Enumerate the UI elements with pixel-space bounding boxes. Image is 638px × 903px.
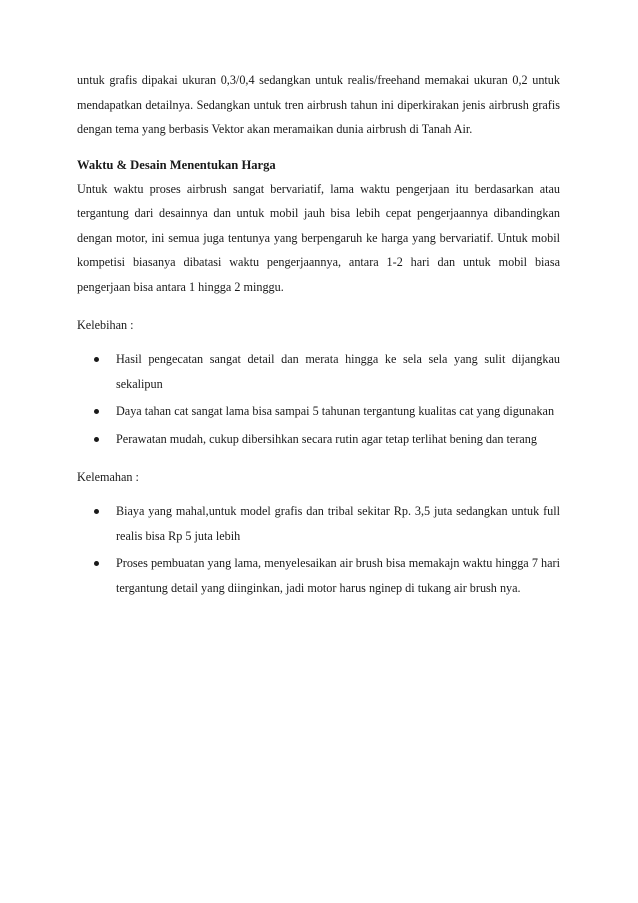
bullet-icon <box>94 409 99 414</box>
intro-paragraph: untuk grafis dipakai ukuran 0,3/0,4 sedangkan untuk realis/freehand memakai ukuran 0,2 untuk mendapatkan detailnya. Sedangkan untuk tren airbrush tahun ini diperkirakan jenis airbrush grafis dengan tema yang berbasis Vektor akan meramaikan dunia airbrush di Tanah Air. <box>77 73 560 136</box>
kelemahan-item <box>77 499 560 548</box>
kelemahan-item-text: Proses pembuatan yang lama, menyelesaikan air brush bisa memakajn waktu hingga 7 hari tergantung detail yang diinginkan, jadi motor harus nginep di tukang air brush nya. <box>116 556 560 595</box>
document-page <box>77 68 560 603</box>
bullet-icon <box>94 437 99 442</box>
kelebihan-list <box>77 347 560 451</box>
waktu-paragraph: Untuk waktu proses airbrush sangat bervariatif, lama waktu pengerjaan itu berdasarkan atau tergantung dari desainnya dan untuk mobil jauh bisa lebih cepat pengerjaannya dibandingkan dengan motor, ini semua juga tentunya yang berpengaruh ke harga yang bervariatif. Untuk mobil kompetisi biasanya dibatasi waktu pengerjaannya, antara 1-2 hari dan untuk mobil biasa pengerjaan bisa antara 1 hingga 2 minggu. <box>77 181 560 294</box>
kelebihan-item <box>77 399 560 424</box>
bullet-icon <box>94 509 99 514</box>
kelemahan-item <box>77 551 560 600</box>
kelemahan-item-text: Biaya yang mahal,untuk model grafis dan tribal sekitar Rp. 3,5 juta sedangkan untuk full realis bisa Rp 5 juta lebih <box>116 504 560 543</box>
kelebihan-label: Kelebihan : <box>77 318 134 332</box>
kelebihan-item-text: Daya tahan cat sangat lama bisa sampai 5 tahunan tergantung kualitas cat yang digunakan <box>116 404 555 418</box>
section-heading-waktu: Waktu & Desain Menentukan Harga <box>77 157 276 172</box>
bullet-icon <box>94 561 99 566</box>
kelemahan-list <box>77 499 560 600</box>
kelebihan-item-text: Hasil pengecatan sangat detail dan merata hingga ke sela sela yang sulit dijangkau sekalipun <box>116 352 560 391</box>
kelebihan-item <box>77 347 560 396</box>
bullet-icon <box>94 357 99 362</box>
kelebihan-item <box>77 427 560 452</box>
kelemahan-label: Kelemahan : <box>77 470 139 484</box>
kelebihan-item-text: Perawatan mudah, cukup dibersihkan secara rutin agar tetap terlihat bening dan terang <box>116 431 537 446</box>
